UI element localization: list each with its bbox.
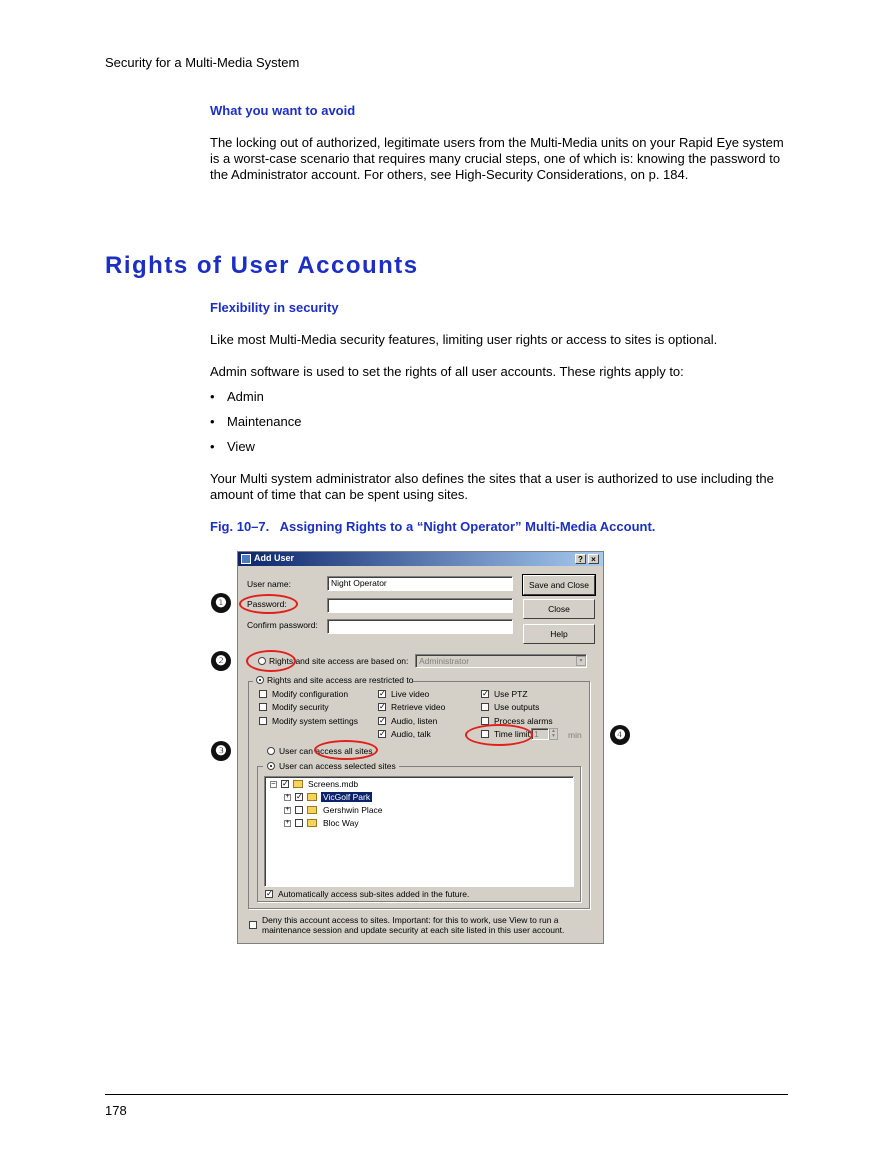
dialog-titlebar <box>238 552 603 566</box>
modify-configuration-checkbox[interactable] <box>259 690 267 698</box>
live-video-checkbox[interactable]: ✓ <box>379 689 386 698</box>
modify-security-label: Modify security <box>272 702 329 712</box>
access-all-radio[interactable] <box>267 747 275 755</box>
running-header: Security for a Multi-Media System <box>105 55 300 70</box>
auto-access-label: Automatically access sub-sites added in the future. <box>278 889 470 899</box>
tree-item-checkbox[interactable]: ✓ <box>296 792 303 801</box>
use-outputs-checkbox[interactable] <box>481 703 489 711</box>
folder-icon <box>307 819 317 827</box>
modify-security-checkbox[interactable] <box>259 703 267 711</box>
rights-restricted-label: Rights and site access are restricted to <box>267 675 414 685</box>
modify-system-settings-checkbox[interactable] <box>259 717 267 725</box>
time-limit-field[interactable]: 1 <box>531 728 549 740</box>
dialog-title: Add User <box>254 553 295 563</box>
help-title-button[interactable]: ? <box>575 554 586 564</box>
audio-listen-label: Audio, listen <box>391 716 438 726</box>
user-name-label: User name: <box>247 579 291 589</box>
modify-system-settings-label: Modify system settings <box>272 716 358 726</box>
tree-root-checkbox[interactable]: ✓ <box>282 779 289 788</box>
use-ptz-label: Use PTZ <box>494 689 528 699</box>
time-limit-spinner[interactable]: ▲ ▼ <box>549 728 558 740</box>
deny-line-1: Deny this account access to sites. Important: for this to work, use View to run a <box>262 915 559 925</box>
expand-icon[interactable]: + <box>285 793 290 800</box>
tree-item-checkbox[interactable] <box>295 806 303 814</box>
use-outputs-label: Use outputs <box>494 702 540 712</box>
list-item: • View <box>210 439 301 464</box>
list-item: • Admin <box>210 389 301 414</box>
callout-3: ❸ <box>211 741 231 761</box>
folder-icon <box>307 793 317 801</box>
paragraph-administrator: Your Multi system administrator also defines the sites that a user is authorized to use including the amount of time that can be spent using sites. <box>210 471 774 502</box>
help-button[interactable]: Help <box>523 624 595 644</box>
callout-4: ❹ <box>610 725 630 745</box>
tree-item-label[interactable]: Bloc Way <box>323 818 359 828</box>
modify-configuration-label: Modify configuration <box>272 689 349 699</box>
password-field[interactable] <box>327 598 513 613</box>
app-icon <box>241 554 251 564</box>
auto-access-checkbox[interactable]: ✓ <box>266 889 273 898</box>
user-name-field[interactable]: Night Operator <box>327 576 513 591</box>
subheading-flexibility: Flexibility in security <box>210 300 339 315</box>
retrieve-video-label: Retrieve video <box>391 702 446 712</box>
tree-item-checkbox[interactable] <box>295 819 303 827</box>
subheading-avoid: What you want to avoid <box>210 103 356 118</box>
tree-root-label[interactable]: Screens.mdb <box>308 779 359 789</box>
based-on-dropdown[interactable]: Administrator <box>415 654 587 668</box>
close-title-button[interactable]: × <box>588 554 599 564</box>
confirm-password-label: Confirm password: <box>247 620 318 630</box>
deny-access-label <box>262 915 564 935</box>
page-number: 178 <box>105 1103 127 1118</box>
tree-item-label[interactable]: VicGolf Park <box>323 792 371 802</box>
save-and-close-button[interactable]: Save and Close <box>523 575 595 595</box>
deny-access-checkbox[interactable] <box>249 921 257 929</box>
time-unit-label: min <box>568 730 582 740</box>
rights-restricted-radio[interactable] <box>256 676 264 684</box>
add-user-dialog <box>237 551 604 944</box>
chevron-down-icon[interactable]: ▾ <box>576 656 586 666</box>
collapse-icon[interactable]: – <box>271 780 276 787</box>
footer-rule <box>105 1094 788 1095</box>
audio-listen-checkbox[interactable]: ✓ <box>379 716 386 725</box>
paragraph-avoid: The locking out of authorized, legitimate users from the Multi-Media units on your Rapid Eye system is a worst-case scenario that requires many crucial steps, one of which is: knowing the password to the Administrator account. For others, see High-Security Considerations, on p. 184. <box>210 135 784 182</box>
audio-talk-checkbox[interactable]: ✓ <box>379 729 386 738</box>
rights-list <box>210 389 301 464</box>
access-all-label: User can access all sites <box>279 746 373 756</box>
section-title: Rights of User Accounts <box>105 252 419 279</box>
retrieve-video-checkbox[interactable]: ✓ <box>379 702 386 711</box>
tree-item-label[interactable]: Gershwin Place <box>323 805 383 815</box>
deny-line-2: maintenance session and update security at each site listed in this user account. <box>262 925 565 935</box>
live-video-label: Live video <box>391 689 430 699</box>
folder-icon <box>307 806 317 814</box>
password-label: Password: <box>247 599 287 609</box>
figure-caption: Fig. 10–7. Assigning Rights to a “Night Operator” Multi-Media Account. <box>210 519 656 534</box>
audio-talk-label: Audio, talk <box>391 729 431 739</box>
use-ptz-checkbox[interactable]: ✓ <box>482 689 489 698</box>
close-button[interactable]: Close <box>523 599 595 619</box>
annotation-oval-password <box>239 594 298 614</box>
confirm-password-field[interactable] <box>327 619 513 634</box>
expand-icon[interactable]: + <box>285 806 290 813</box>
annotation-oval-access-all <box>314 740 378 760</box>
callout-1: ❶ <box>211 593 231 613</box>
time-limit-label: Time limit <box>494 729 531 739</box>
access-selected-label: User can access selected sites <box>279 761 396 771</box>
process-alarms-label: Process alarms <box>494 716 553 726</box>
folder-icon <box>293 780 303 788</box>
expand-icon[interactable]: + <box>285 819 290 826</box>
paragraph-optional: Like most Multi-Media security features, limiting user rights or access to sites is optional. <box>210 332 718 347</box>
access-selected-radio[interactable] <box>267 762 275 770</box>
annotation-oval-rights <box>246 650 296 672</box>
rights-based-on-label: Rights and site access are based on: <box>269 656 409 666</box>
paragraph-admin-software: Admin software is used to set the rights of all user accounts. These rights apply to: <box>210 364 684 379</box>
callout-2: ❷ <box>211 651 231 671</box>
annotation-oval-time-limit <box>465 724 533 746</box>
list-item: • Maintenance <box>210 414 301 439</box>
